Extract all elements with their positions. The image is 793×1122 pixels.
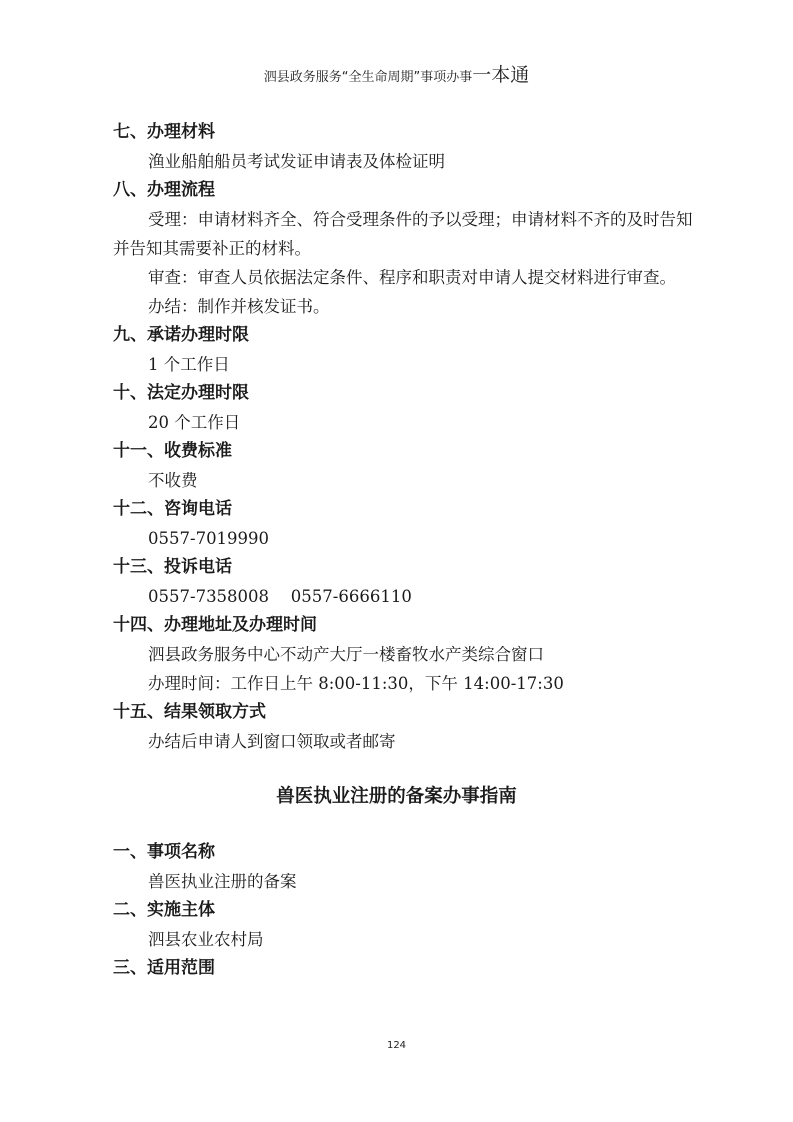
section-result-collection: [113, 698, 693, 756]
section-address-hours: [113, 611, 693, 698]
section-paragraph: 办结：制作并核发证书。: [148, 297, 330, 316]
section-fees: [113, 437, 693, 495]
section-heading: 十四、办理地址及办理时间: [113, 615, 317, 635]
section-paragraph: 不收费: [148, 471, 198, 490]
section-paragraph: 审查：审查人员依据法定条件、程序和职责对申请人提交材料进行审查。: [148, 268, 676, 287]
section-heading: 十一、收费标准: [113, 441, 232, 461]
section-paragraph: 受理：申请材料齐全、符合受理条件的予以受理；申请材料不齐的及时告知并告知其需要补正的材料。: [113, 210, 693, 258]
section-heading: 八、办理流程: [113, 180, 215, 200]
header-title-suffix: 一本通: [472, 64, 530, 86]
section-paragraph: 办结后申请人到窗口领取或者邮寄: [148, 732, 396, 751]
section-scope: [113, 954, 693, 983]
section-paragraph: 0557-7019990: [148, 529, 270, 548]
section-paragraph: 0557-7358008 0557-6666110: [148, 587, 412, 606]
section-complaint-phone: [113, 553, 693, 611]
section-materials: [113, 118, 693, 176]
section-heading: 十二、咨询电话: [113, 499, 232, 519]
section-paragraph: 渔业船舶船员考试发证申请表及体检证明: [148, 152, 445, 171]
section-paragraph: 办理时间：工作日上午 8:00-11:30，下午 14:00-17:30: [148, 674, 564, 693]
section-legal-time: [113, 379, 693, 437]
section-paragraph: 1 个工作日: [148, 355, 230, 374]
section-paragraph: 20 个工作日: [148, 413, 241, 432]
section-heading: 十三、投诉电话: [113, 557, 232, 577]
header-title-prefix: 泗县政务服务“全生命周期”事项办事: [263, 70, 473, 85]
section-heading: 二、实施主体: [113, 900, 215, 920]
page-number: 124: [386, 1040, 407, 1051]
section-paragraph: 泗县农业农村局: [148, 930, 264, 949]
section-heading: 一、事项名称: [113, 842, 215, 862]
section-inquiry-phone: [113, 495, 693, 553]
section-paragraph: 兽医执业注册的备案: [148, 872, 297, 891]
section-heading: 十、法定办理时限: [113, 383, 249, 403]
document-body: [113, 118, 693, 983]
section-item-name: [113, 838, 693, 896]
section-process: [113, 176, 693, 321]
section-paragraph: 泗县政务服务中心不动产大厅一楼畜牧水产类综合窗口: [148, 645, 544, 664]
section-heading: 十五、结果领取方式: [113, 702, 266, 722]
section-heading: 七、办理材料: [113, 122, 215, 142]
section-implementing-body: [113, 896, 693, 954]
section-promised-time: [113, 321, 693, 379]
section-heading: 三、适用范围: [113, 958, 215, 978]
page-header: [0, 60, 793, 87]
document-title: 兽医执业注册的备案办事指南: [276, 786, 517, 807]
section-heading: 九、承诺办理时限: [113, 325, 249, 345]
